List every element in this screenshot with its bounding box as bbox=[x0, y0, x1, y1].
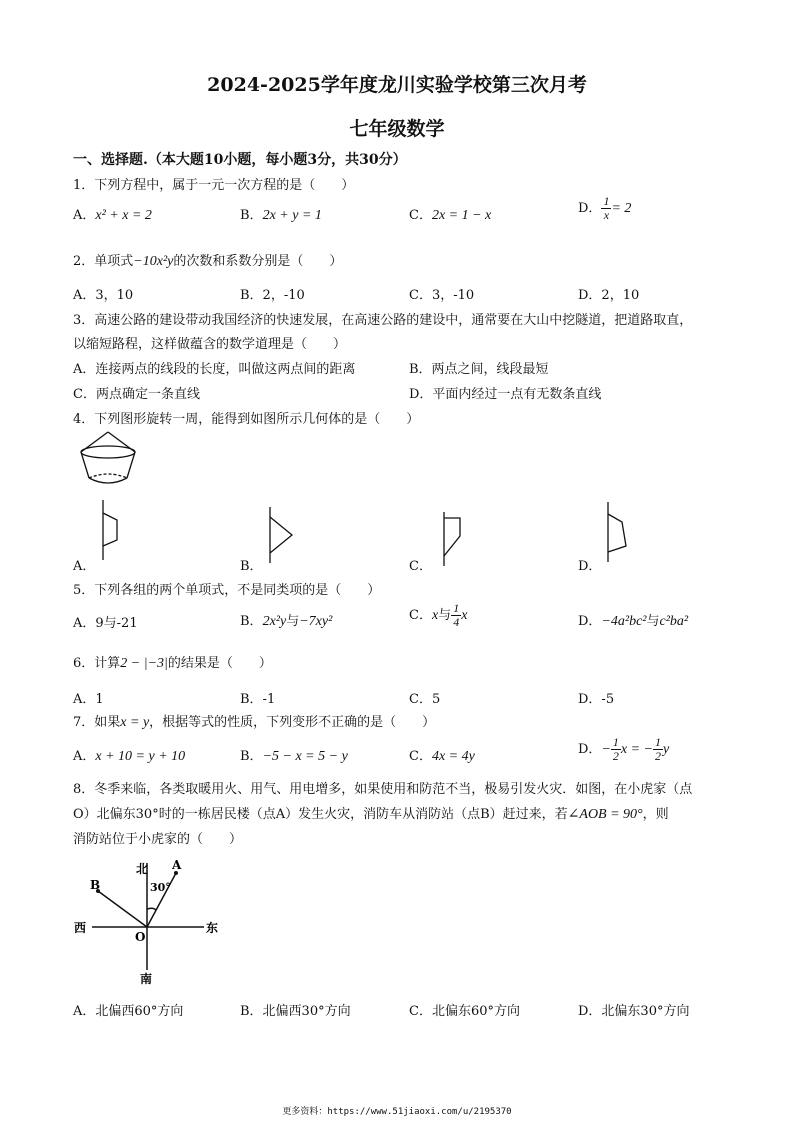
q8-option-b: B．北偏西30°方向 bbox=[240, 1004, 351, 1019]
compass-diagram bbox=[72, 855, 242, 985]
q4-option-d: D． bbox=[578, 559, 602, 574]
q4-option-c: C． bbox=[409, 559, 432, 574]
q3-option-b: B．两点之间，线段最短 bbox=[409, 362, 549, 377]
q4-option-a: A． bbox=[73, 559, 96, 574]
option-label: A． bbox=[73, 208, 96, 223]
question-5-stem: 5．下列各组的两个单项式，不是同类项的是（ ） bbox=[73, 583, 381, 598]
q4-shape-a bbox=[95, 498, 135, 563]
q4-shape-c bbox=[432, 510, 472, 568]
q4-shape-d bbox=[598, 500, 638, 565]
option-expression: 2x = 1 − x bbox=[431, 208, 492, 223]
q2-option-b: B．2，-10 bbox=[240, 288, 305, 303]
question-4-stem: 4．下列图形旋转一周，能得到如图所示几何体的是（ ） bbox=[73, 412, 420, 427]
q3-option-d: D．平面内经过一点有无数条直线 bbox=[409, 387, 602, 402]
south-label: 南 bbox=[140, 972, 153, 986]
option-expression: = 2 bbox=[611, 201, 632, 216]
question-3-stem-line1: 3．高速公路的建设带动我国经济的快速发展，在高速公路的建设中，通常要在大山中挖隧道，把道路取直， bbox=[73, 313, 693, 328]
angle-arc bbox=[147, 908, 156, 910]
question-1-stem: 1．下列方程中，属于一元一次方程的是（ ） bbox=[73, 178, 355, 193]
q1-option-b bbox=[240, 204, 322, 224]
origin-label: O bbox=[135, 930, 146, 944]
q4-option-b: B． bbox=[240, 559, 263, 574]
question-8-stem-line1: 8．冬季来临，各类取暖用火、用气、用电增多，如果使用和防范不当，极易引发火灾．如图，在小虎家（点 bbox=[73, 782, 693, 797]
fraction: $\frac{1}{2}$ bbox=[612, 735, 619, 763]
monomial-expression: −10x²y bbox=[133, 254, 174, 269]
fraction: $\frac{1}{2}$ bbox=[655, 735, 661, 763]
question-8-stem-line3: 消防站位于小虎家的（ ） bbox=[73, 832, 243, 847]
q2-option-a: A．3，10 bbox=[73, 288, 134, 303]
bottom-ellipse-front bbox=[89, 478, 127, 483]
exam-subtitle: 七年级数学 bbox=[349, 118, 445, 140]
q2-option-c: C．3，-10 bbox=[409, 288, 475, 303]
west-label: 西 bbox=[74, 921, 87, 935]
q2-option-d: D．2，10 bbox=[578, 288, 640, 303]
q6-option-c: C．5 bbox=[409, 692, 441, 707]
fraction: $\frac{1}{x}$ bbox=[603, 194, 610, 222]
point-a-label: A bbox=[172, 858, 182, 872]
q1-option-a bbox=[73, 204, 152, 224]
fraction: $\frac{1}{4}$ bbox=[453, 601, 460, 629]
q7-option-d: D．− $\frac{1}{2}$ x = − $\frac{1}{2}$ y bbox=[578, 735, 670, 763]
question-8-stem-line2: O）北偏东30°时的一栋居民楼（点A）发生火灾，消防车从消防站（点B）赶过来，若∠AOB = 90°，则 bbox=[73, 807, 669, 822]
solid-figure-diagram bbox=[76, 430, 140, 490]
option-expression: x² + x = 2 bbox=[95, 208, 152, 223]
q6-option-d: D．-5 bbox=[578, 692, 615, 707]
q5-option-a: A．9与-21 bbox=[73, 616, 138, 631]
question-3-stem-line2: 以缩短路程，这样做蕴含的数学道理是（ ） bbox=[73, 337, 347, 352]
section-heading: 一、选择题.（本大题10小题，每小题3分，共30分） bbox=[73, 152, 407, 168]
q4-shape-b bbox=[262, 505, 302, 565]
footer-link[interactable]: 更多资料：https://www.51jiaoxi.com/u/2195370 bbox=[282, 1107, 512, 1117]
top-ellipse bbox=[81, 446, 135, 458]
east-label: 东 bbox=[206, 921, 219, 935]
q1-option-d bbox=[578, 195, 631, 222]
option-label: D． bbox=[578, 201, 602, 216]
q5-option-c: C．x与 $\frac{1}{4}$ x bbox=[409, 601, 468, 629]
option-expression: 2x + y = 1 bbox=[262, 208, 322, 223]
question-7-stem: 7．如果x = y，根据等式的性质，下列变形不正确的是（ ） bbox=[73, 715, 436, 730]
point-b-label: B bbox=[90, 878, 101, 892]
north-label: 北 bbox=[136, 862, 149, 876]
q7-option-b: B．−5 − x = 5 − y bbox=[240, 749, 348, 764]
angle-expression: ∠AOB = 90° bbox=[567, 807, 643, 822]
exam-title: 2024-2025学年度龙川实验学校第三次月考 bbox=[207, 74, 587, 96]
q8-option-d: D．北偏东30°方向 bbox=[578, 1004, 690, 1019]
q5-option-d: D．−4a²bc²与c²ba² bbox=[578, 614, 689, 629]
q8-option-c: C．北偏东60°方向 bbox=[409, 1004, 520, 1019]
arithmetic-expression: 2 − |−3| bbox=[120, 656, 168, 671]
q7-option-c: C．4x = 4y bbox=[409, 749, 475, 764]
angle-label: 30° bbox=[150, 881, 171, 894]
equation: x = y bbox=[120, 715, 150, 730]
option-label: B． bbox=[240, 208, 263, 223]
q6-option-b: B．-1 bbox=[240, 692, 276, 707]
q3-option-c: C．两点确定一条直线 bbox=[73, 387, 200, 402]
question-2-stem: 2．单项式−10x²y的次数和系数分别是（ ） bbox=[73, 254, 343, 269]
q7-option-a: A．x + 10 = y + 10 bbox=[73, 749, 186, 764]
bottom-ellipse-back bbox=[89, 474, 127, 478]
option-label: C． bbox=[409, 208, 432, 223]
q8-option-a: A．北偏西60°方向 bbox=[73, 1004, 184, 1019]
question-6-stem: 6．计算2 − |−3|的结果是（ ） bbox=[73, 656, 272, 671]
ray-ob bbox=[98, 891, 147, 927]
q6-option-a: A．1 bbox=[73, 692, 104, 707]
q1-option-c bbox=[409, 204, 491, 224]
q3-option-a: A．连接两点的线段的长度，叫做这两点间的距离 bbox=[73, 362, 356, 377]
q5-option-b: B．2x²y与−7xy² bbox=[240, 614, 333, 629]
